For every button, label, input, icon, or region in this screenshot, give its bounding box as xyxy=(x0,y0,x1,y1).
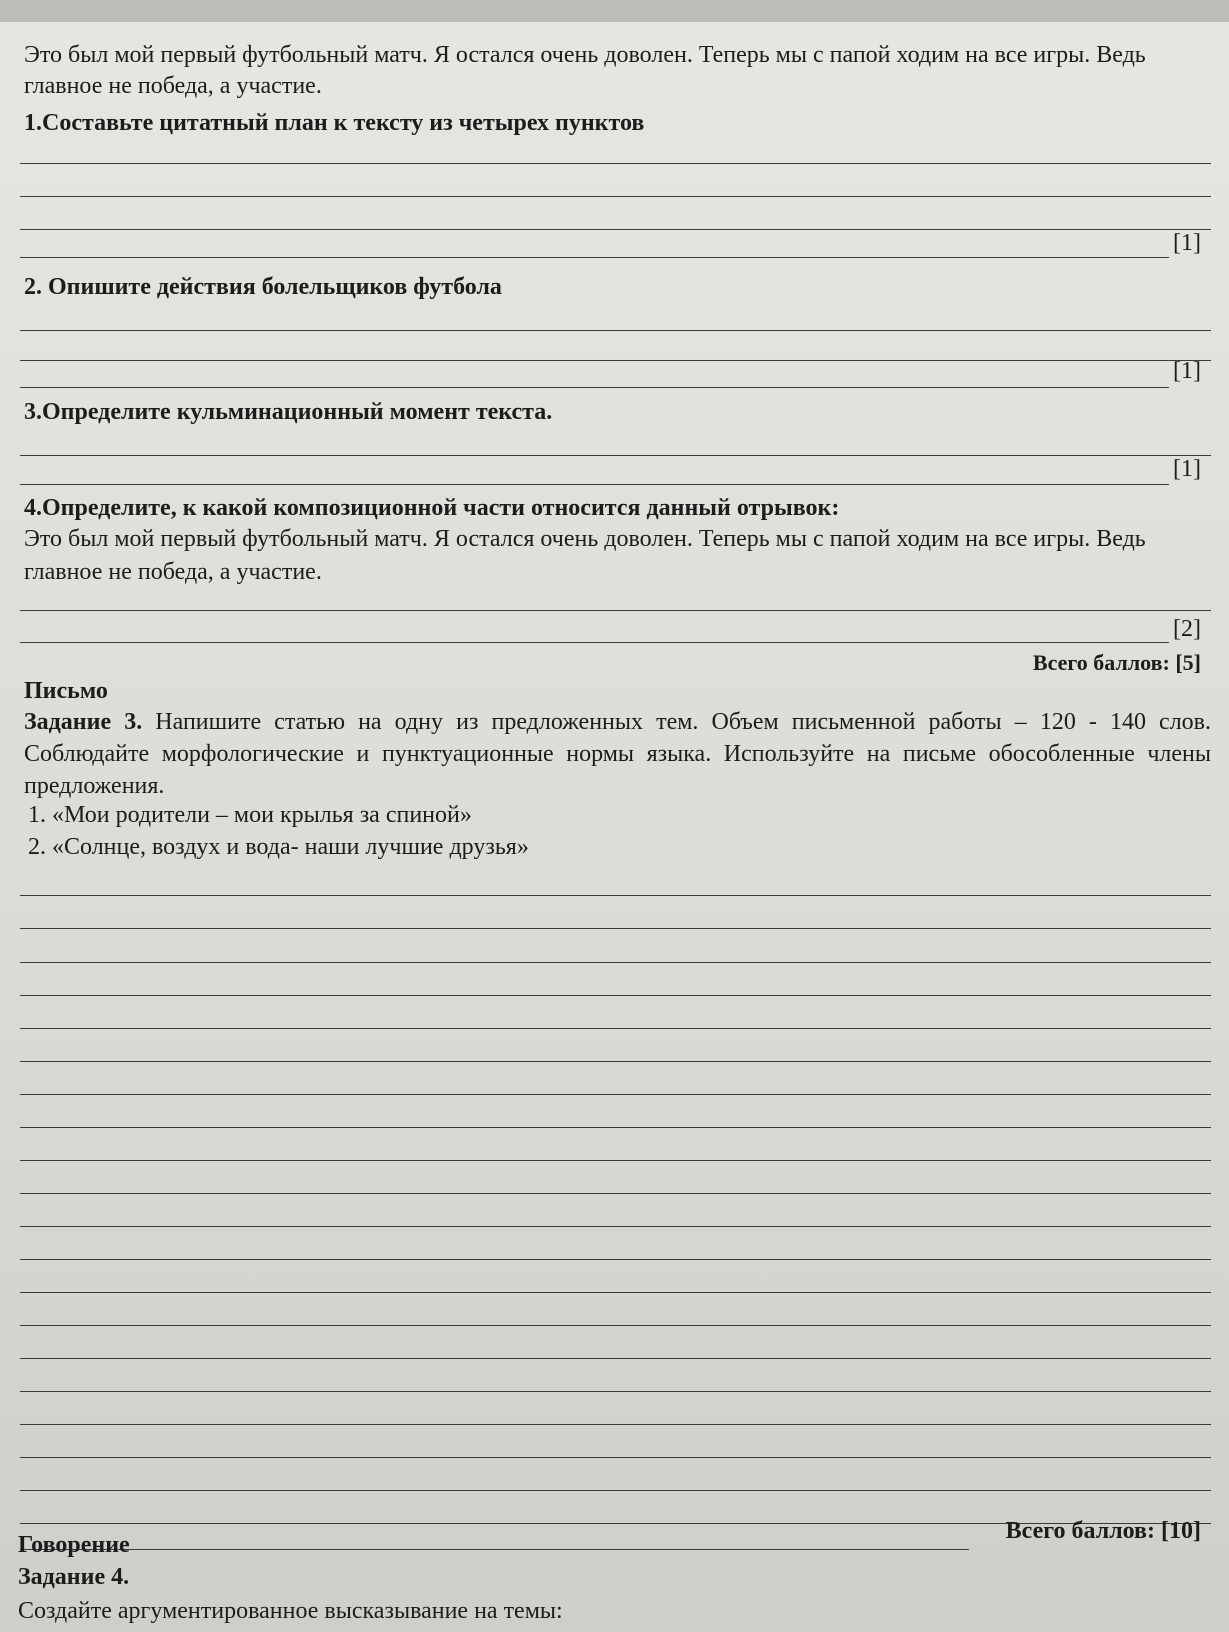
answer-line[interactable] xyxy=(20,196,1211,197)
essay-line[interactable] xyxy=(20,895,1211,896)
task-3-label: Задание 3. xyxy=(24,709,143,735)
essay-line[interactable] xyxy=(20,1292,1211,1293)
essay-line[interactable] xyxy=(20,1127,1211,1128)
task-3-text xyxy=(24,706,1211,802)
essay-line[interactable] xyxy=(20,1457,1211,1458)
question-3-score: [1] xyxy=(1173,456,1201,482)
essay-line[interactable] xyxy=(20,1490,1211,1491)
essay-line[interactable] xyxy=(20,1358,1211,1359)
essay-line[interactable] xyxy=(20,1325,1211,1326)
answer-line[interactable] xyxy=(20,455,1211,456)
question-1-score: [1] xyxy=(1173,230,1201,256)
section-writing: Письмо xyxy=(24,678,108,704)
answer-line[interactable] xyxy=(20,330,1211,331)
answer-line[interactable] xyxy=(20,229,1211,230)
answer-line[interactable] xyxy=(20,642,1169,643)
intro-text: Это был мой первый футбольный матч. Я остался очень доволен. Теперь мы с папой ходим на все игры. Ведь главное не победа, а участие. xyxy=(24,42,1146,99)
answer-line[interactable] xyxy=(20,257,1169,258)
answer-line[interactable] xyxy=(20,610,1211,611)
question-4-excerpt: Это был мой первый футбольный матч. Я остался очень доволен. Теперь мы с папой ходим на все игры. Ведь главное не победа, а участие. xyxy=(24,526,1146,585)
essay-line[interactable] xyxy=(20,1061,1211,1062)
section-speaking: Говорение xyxy=(18,1532,130,1558)
question-2-score: [1] xyxy=(1173,358,1201,384)
answer-line[interactable] xyxy=(20,387,1169,388)
question-1-title: 1.Составьте цитатный план к тексту из четырех пунктов xyxy=(24,110,645,136)
answer-line[interactable] xyxy=(20,484,1169,485)
question-3-title: 3.Определите кульминационный момент текста. xyxy=(24,399,553,425)
essay-line[interactable] xyxy=(20,928,1211,929)
answer-line[interactable] xyxy=(20,163,1211,164)
essay-line[interactable] xyxy=(20,1226,1211,1227)
essay-line[interactable] xyxy=(20,962,1211,963)
essay-line[interactable] xyxy=(20,1259,1211,1260)
total-score-reading: Всего баллов: [5] xyxy=(1032,650,1201,675)
topic-2: 2. «Солнце, воздух и вода- наши лучшие друзья» xyxy=(28,834,529,860)
question-2-title: 2. Опишите действия болельщиков футбола xyxy=(24,274,502,300)
answer-line[interactable] xyxy=(20,360,1211,361)
task-3-instructions: Напишите статью на одну из предложенных тем. Объем письменной работы – 120 - 140 слов. Соблюдайте морфологические и пунктуационные нормы языка. Используйте на письме обособленные члены предложения. xyxy=(24,709,1211,799)
essay-line[interactable] xyxy=(20,1160,1211,1161)
essay-line[interactable] xyxy=(20,995,1211,996)
essay-line[interactable] xyxy=(20,1028,1211,1029)
task-4-text: Создайте аргументированное высказывание на темы: xyxy=(18,1598,563,1624)
topic-1: 1. «Мои родители – мои крылья за спиной» xyxy=(28,802,472,828)
task-4-label: Задание 4. xyxy=(18,1564,130,1590)
essay-line[interactable] xyxy=(20,1193,1211,1194)
essay-line[interactable] xyxy=(20,1391,1211,1392)
question-4-score: [2] xyxy=(1173,616,1201,642)
essay-line[interactable] xyxy=(20,1094,1211,1095)
total-score-writing: Всего баллов: [10] xyxy=(1005,1518,1201,1544)
essay-line[interactable] xyxy=(20,1424,1211,1425)
question-4-title: 4.Определите, к какой композиционной части относится данный отрывок: xyxy=(24,495,840,521)
